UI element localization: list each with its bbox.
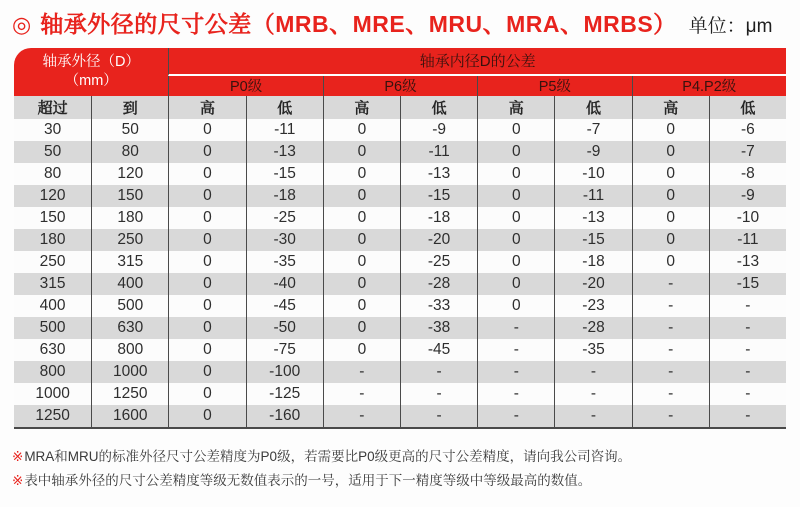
table-cell: - — [323, 383, 400, 405]
table-cell: 0 — [168, 141, 245, 163]
table-cell: 500 — [39, 318, 66, 336]
table-cell: 180 — [39, 230, 66, 248]
table-cell: - — [709, 295, 786, 317]
header-outer-diameter-unit: （mm） — [64, 72, 118, 89]
table-cell: -25 — [246, 207, 323, 229]
table-cell: 0 — [168, 383, 245, 405]
subheader-cell: 低 — [246, 96, 323, 119]
table-cell: -18 — [554, 251, 631, 273]
table-cell: -100 — [246, 361, 323, 383]
table-cell: 800 — [39, 362, 66, 380]
table-cell: 0 — [632, 251, 709, 273]
table-cell: 0 — [323, 339, 400, 361]
table-cell: -28 — [400, 273, 477, 295]
header-grade-p4p2: P4.P2级 — [632, 76, 786, 96]
asterisk-icon: ※ — [12, 448, 24, 464]
table-row — [14, 207, 786, 229]
table-cell: 315 — [91, 251, 168, 273]
table-cell: 500 — [91, 295, 168, 317]
table-cell: 0 — [323, 295, 400, 317]
table-cell: -20 — [554, 273, 631, 295]
tolerance-table — [14, 48, 786, 429]
table-cell: 150 — [91, 185, 168, 207]
subheader-cell: 低 — [400, 96, 477, 119]
table-cell: -7 — [709, 141, 786, 163]
unit-label: 单位：μm — [688, 16, 773, 38]
table-cell: 0 — [168, 229, 245, 251]
table-row — [14, 273, 786, 295]
table-cell: -20 — [400, 229, 477, 251]
table-cell: 0 — [168, 185, 245, 207]
table-row — [14, 229, 786, 251]
table-cell: -30 — [246, 229, 323, 251]
table-cell: 0 — [477, 163, 554, 185]
footnote-2 — [12, 469, 786, 493]
table-cell: 0 — [168, 273, 245, 295]
table-cell: - — [477, 405, 554, 427]
subheader-cell: 高 — [632, 96, 709, 119]
table-cell: -11 — [246, 119, 323, 141]
header-grade-p6: P6级 — [323, 76, 477, 96]
table-cell: - — [632, 273, 709, 295]
table-cell: 0 — [323, 273, 400, 295]
table-cell: 0 — [323, 185, 400, 207]
table-cell: 0 — [632, 141, 709, 163]
table-cell: 0 — [323, 229, 400, 251]
table-cell: -11 — [709, 229, 786, 251]
table-cell: -9 — [709, 185, 786, 207]
header-grade-p5: P5级 — [477, 76, 631, 96]
table-cell: -28 — [554, 317, 631, 339]
table-cell: 180 — [91, 207, 168, 229]
table-cell: 0 — [632, 207, 709, 229]
table-cell: 0 — [168, 207, 245, 229]
table-cell: 630 — [39, 340, 66, 358]
table-cell: - — [632, 317, 709, 339]
table-cell: 0 — [323, 207, 400, 229]
table-subheader-row — [14, 96, 786, 119]
header-grade-p0: P0级 — [168, 76, 322, 96]
footnotes — [12, 445, 786, 493]
footnote-1 — [12, 445, 786, 469]
table-cell: -33 — [400, 295, 477, 317]
subheader-cell: 高 — [323, 96, 400, 119]
table-cell: 0 — [168, 251, 245, 273]
table-cell: 0 — [168, 119, 245, 141]
table-cell: - — [477, 317, 554, 339]
table-cell: 80 — [91, 141, 168, 163]
table-cell: - — [709, 361, 786, 383]
table-cell: -23 — [554, 295, 631, 317]
table-cell: 0 — [168, 317, 245, 339]
table-cell: 0 — [477, 295, 554, 317]
table-cell: - — [323, 405, 400, 427]
table-cell: - — [323, 361, 400, 383]
table-cell: -9 — [554, 141, 631, 163]
table-cell: 50 — [91, 119, 168, 141]
table-cell: 0 — [323, 163, 400, 185]
table-row — [14, 405, 786, 427]
table-cell: - — [400, 361, 477, 383]
table-cell: 0 — [323, 119, 400, 141]
header-tolerance-title: 轴承内径D的公差 — [168, 48, 786, 76]
table-cell: 400 — [91, 273, 168, 295]
table-row — [14, 119, 786, 141]
table-row — [14, 339, 786, 361]
table-header — [14, 48, 786, 96]
table-cell: 0 — [477, 119, 554, 141]
table-cell: - — [709, 317, 786, 339]
table-cell: -15 — [400, 185, 477, 207]
table-cell: - — [477, 383, 554, 405]
table-cell: 0 — [168, 339, 245, 361]
table-cell: - — [554, 383, 631, 405]
table-cell: 50 — [43, 142, 62, 160]
table-cell: - — [709, 405, 786, 427]
table-row — [14, 251, 786, 273]
subheader-cell: 超过 — [37, 99, 68, 117]
table-cell: 800 — [91, 339, 168, 361]
table-cell: -15 — [709, 273, 786, 295]
table-cell: 315 — [39, 274, 66, 292]
table-cell: 120 — [91, 163, 168, 185]
table-cell: 120 — [39, 186, 66, 204]
table-cell: -50 — [246, 317, 323, 339]
table-cell: -10 — [709, 207, 786, 229]
table-cell: 80 — [43, 164, 62, 182]
bullseye-icon: ◎ — [12, 11, 32, 37]
table-cell: -6 — [709, 119, 786, 141]
table-row — [14, 361, 786, 383]
subheader-cell: 低 — [554, 96, 631, 119]
table-cell: -11 — [554, 185, 631, 207]
table-cell: -35 — [246, 251, 323, 273]
table-cell: -13 — [554, 207, 631, 229]
asterisk-icon: ※ — [12, 472, 24, 488]
table-cell: -10 — [554, 163, 631, 185]
table-cell: 0 — [632, 185, 709, 207]
table-cell: 30 — [43, 120, 62, 138]
subheader-cell: 低 — [709, 96, 786, 119]
table-row — [14, 185, 786, 207]
table-cell: 1000 — [35, 384, 70, 402]
table-cell: -13 — [400, 163, 477, 185]
table-cell: 0 — [168, 361, 245, 383]
table-cell: 0 — [477, 229, 554, 251]
table-cell: -15 — [246, 163, 323, 185]
table-cell: 0 — [632, 229, 709, 251]
page-title — [0, 0, 800, 39]
table-row — [14, 295, 786, 317]
table-cell: -75 — [246, 339, 323, 361]
table-cell: -45 — [400, 339, 477, 361]
table-cell: 0 — [477, 141, 554, 163]
table-row — [14, 141, 786, 163]
table-cell: 400 — [39, 296, 66, 314]
table-cell: 0 — [477, 273, 554, 295]
table-cell: -13 — [246, 141, 323, 163]
table-cell: -160 — [246, 405, 323, 427]
table-cell: 0 — [632, 163, 709, 185]
table-cell: 0 — [323, 141, 400, 163]
table-cell: - — [554, 405, 631, 427]
table-cell: - — [632, 405, 709, 427]
table-cell: 1250 — [91, 383, 168, 405]
table-cell: 630 — [91, 317, 168, 339]
subheader-cell: 高 — [477, 96, 554, 119]
table-cell: - — [477, 361, 554, 383]
table-row — [14, 317, 786, 339]
table-cell: -125 — [246, 383, 323, 405]
table-cell: - — [632, 339, 709, 361]
table-cell: - — [554, 361, 631, 383]
table-row — [14, 383, 786, 405]
table-cell: -8 — [709, 163, 786, 185]
table-cell: -45 — [246, 295, 323, 317]
table-cell: - — [709, 383, 786, 405]
header-outer-diameter-label: 轴承外径（D） — [42, 54, 140, 71]
table-cell: 0 — [168, 295, 245, 317]
table-cell: -40 — [246, 273, 323, 295]
table-cell: 0 — [477, 207, 554, 229]
table-cell: 1600 — [91, 405, 168, 427]
subheader-cell: 到 — [91, 96, 168, 119]
table-row — [14, 163, 786, 185]
table-cell: -9 — [400, 119, 477, 141]
table-cell: 0 — [323, 251, 400, 273]
table-cell: 0 — [323, 317, 400, 339]
table-cell: -15 — [554, 229, 631, 251]
table-cell: 1000 — [91, 361, 168, 383]
table-cell: -38 — [400, 317, 477, 339]
table-cell: -7 — [554, 119, 631, 141]
title-text: 轴承外径的尺寸公差（MRB、MRE、MRU、MRA、MRBS） — [40, 11, 677, 37]
table-cell: - — [400, 383, 477, 405]
table-cell: 150 — [39, 208, 66, 226]
table-cell: - — [632, 383, 709, 405]
table-cell: 0 — [168, 405, 245, 427]
table-cell: 0 — [477, 185, 554, 207]
table-cell: - — [632, 295, 709, 317]
table-cell: -35 — [554, 339, 631, 361]
table-cell: -13 — [709, 251, 786, 273]
table-cell: 0 — [168, 163, 245, 185]
footnote-2-text: 表中轴承外径的尺寸公差精度等级无数值表示的一号，适用于下一精度等级中等级最高的数值。 — [24, 472, 592, 488]
table-body — [14, 119, 786, 429]
table-cell: - — [477, 339, 554, 361]
table-cell: - — [632, 361, 709, 383]
table-cell: -18 — [246, 185, 323, 207]
table-cell: -25 — [400, 251, 477, 273]
table-cell: 1250 — [35, 406, 70, 424]
table-cell: 250 — [39, 252, 66, 270]
table-cell: -18 — [400, 207, 477, 229]
table-cell: - — [400, 405, 477, 427]
header-outer-diameter — [14, 48, 168, 96]
table-cell: 250 — [91, 229, 168, 251]
table-cell: -11 — [400, 141, 477, 163]
table-cell: - — [709, 339, 786, 361]
table-cell: 0 — [477, 251, 554, 273]
subheader-cell: 高 — [168, 96, 245, 119]
footnote-1-text: MRA和MRU的标准外径尺寸公差精度为P0级，若需要比P0级更高的尺寸公差精度，请向我公司咨询。 — [24, 448, 632, 464]
table-cell: 0 — [632, 119, 709, 141]
